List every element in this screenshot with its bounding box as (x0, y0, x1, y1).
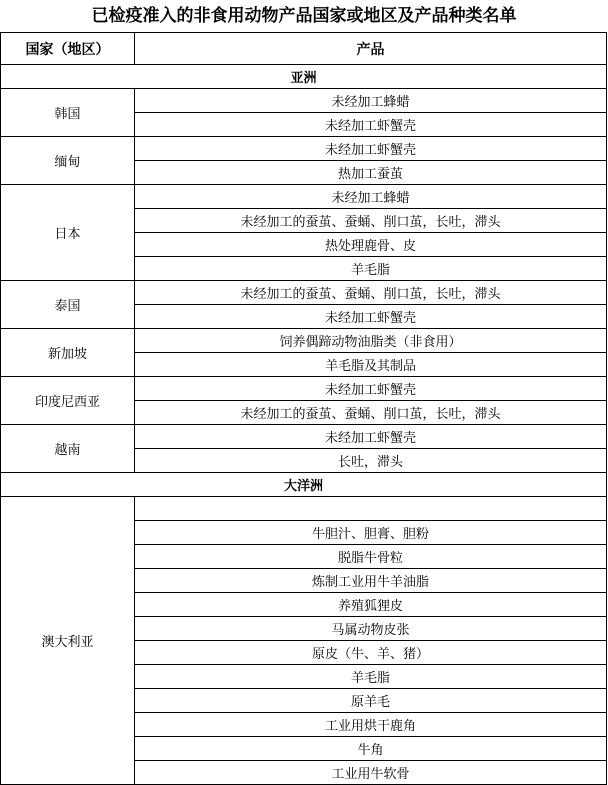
country-cell: 泰国 (1, 281, 135, 329)
product-cell: 工业用牛软骨 (135, 761, 607, 785)
table-row (1, 377, 607, 401)
product-cell: 牛角 (135, 737, 607, 761)
table-row (1, 497, 607, 521)
product-cell: 原皮（牛、羊、猪） (135, 641, 607, 665)
product-cell: 未经加工虾蟹壳 (135, 377, 607, 401)
country-cell: 缅甸 (1, 137, 135, 185)
product-cell: 脱脂牛骨粒 (135, 545, 607, 569)
country-cell: 印度尼西亚 (1, 377, 135, 425)
product-cell: 长吐，滞头 (135, 449, 607, 473)
country-cell: 越南 (1, 425, 135, 473)
product-cell: 未经加工虾蟹壳 (135, 425, 607, 449)
table-row (1, 89, 607, 113)
product-cell: 原羊毛 (135, 689, 607, 713)
product-cell: 热处理鹿骨、皮 (135, 233, 607, 257)
product-cell (135, 497, 607, 521)
region-name: 大洋洲 (1, 473, 607, 497)
product-cell: 未经加工的蚕茧、蚕蛹、削口茧，长吐，滞头 (135, 401, 607, 425)
country-cell: 日本 (1, 185, 135, 281)
country-cell: 韩国 (1, 89, 135, 137)
product-cell: 未经加工蜂蜡 (135, 89, 607, 113)
product-cell: 羊毛脂 (135, 665, 607, 689)
country-cell: 新加坡 (1, 329, 135, 377)
table-header-row (1, 33, 607, 65)
product-cell: 羊毛脂 (135, 257, 607, 281)
table-row (1, 185, 607, 209)
product-cell: 炼制工业用牛羊油脂 (135, 569, 607, 593)
table-row (1, 329, 607, 353)
product-column-header: 产品 (135, 33, 607, 65)
country-column-header: 国家（地区） (1, 33, 135, 65)
product-cell: 未经加工虾蟹壳 (135, 305, 607, 329)
region-row (1, 65, 607, 89)
product-cell: 牛胆汁、胆膏、胆粉 (135, 521, 607, 545)
product-cell: 未经加工的蚕茧、蚕蛹、削口茧，长吐，滞头 (135, 209, 607, 233)
product-cell: 未经加工虾蟹壳 (135, 137, 607, 161)
product-cell: 饲养偶蹄动物油脂类（非食用） (135, 329, 607, 353)
product-table (0, 32, 607, 785)
table-row (1, 425, 607, 449)
product-cell: 羊毛脂及其制品 (135, 353, 607, 377)
table-row (1, 281, 607, 305)
product-cell: 工业用烘干鹿角 (135, 713, 607, 737)
region-row (1, 473, 607, 497)
product-cell: 养殖狐狸皮 (135, 593, 607, 617)
product-cell: 未经加工虾蟹壳 (135, 113, 607, 137)
product-cell: 未经加工的蚕茧、蚕蛹、削口茧，长吐，滞头 (135, 281, 607, 305)
product-cell: 未经加工蜂蜡 (135, 185, 607, 209)
product-cell: 马属动物皮张 (135, 617, 607, 641)
product-cell: 热加工蚕茧 (135, 161, 607, 185)
region-name: 亚洲 (1, 65, 607, 89)
table-row (1, 137, 607, 161)
page-title: 已检疫准入的非食用动物产品国家或地区及产品种类名单 (91, 6, 517, 26)
country-cell: 澳大利亚 (1, 497, 135, 785)
